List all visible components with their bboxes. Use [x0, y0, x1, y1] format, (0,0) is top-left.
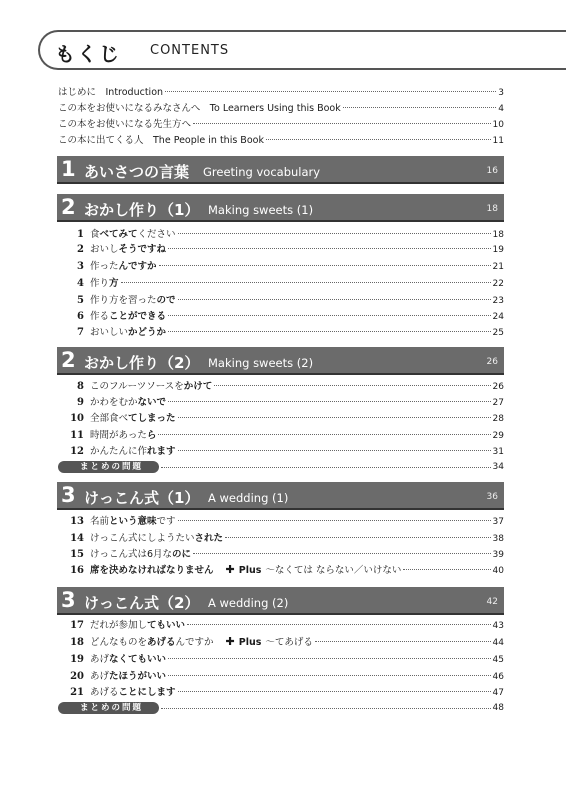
lesson-title: 作ることができる	[90, 311, 167, 322]
lesson-entry[interactable]	[70, 530, 504, 544]
lesson-page: 46	[492, 672, 504, 682]
dot-leader	[193, 123, 491, 124]
lesson-page: 26	[492, 382, 504, 392]
dot-leader	[168, 401, 491, 402]
section-title-en: Making sweets (1)	[208, 203, 314, 217]
dot-leader	[168, 331, 491, 332]
lesson-number: 17	[70, 620, 84, 631]
section-title-en: Greeting vocabulary	[203, 165, 321, 179]
toc-entry[interactable]	[58, 134, 504, 148]
lesson-entry[interactable]	[70, 651, 504, 665]
section-title-en: A wedding (1)	[208, 491, 289, 505]
section-page: 18	[486, 204, 498, 214]
dot-leader	[168, 675, 491, 676]
lesson-number: 2	[77, 244, 84, 255]
contents-header	[38, 30, 566, 70]
lesson-title: 作り方	[90, 278, 119, 289]
section-number: 3	[61, 483, 76, 507]
lesson-entry[interactable]	[70, 394, 504, 408]
lesson-title: おいしそうですね	[90, 244, 167, 255]
lesson-title: 食べてみてください	[90, 229, 176, 240]
section-header[interactable]	[57, 194, 504, 222]
lesson-number: 11	[70, 430, 84, 441]
section-number: 2	[61, 195, 76, 219]
lesson-page: 27	[492, 398, 504, 408]
lesson-page: 44	[492, 638, 504, 648]
lesson-entry[interactable]	[70, 241, 504, 255]
dot-leader	[168, 658, 491, 659]
lesson-page: 40	[492, 566, 504, 576]
lesson-page: 47	[492, 688, 504, 698]
lesson-number: 8	[77, 381, 84, 392]
dot-leader	[193, 553, 490, 554]
lesson-number: 5	[77, 295, 84, 306]
toc-entry-label: はじめに Introduction	[58, 87, 164, 98]
dot-leader	[178, 691, 491, 692]
lesson-page: 37	[492, 517, 504, 527]
lesson-page: 29	[492, 431, 504, 441]
lesson-title: あげたほうがいい	[90, 671, 167, 682]
lesson-title: 作ったんですか	[90, 261, 157, 272]
dot-leader	[178, 233, 491, 234]
lesson-number: 6	[77, 311, 84, 322]
lesson-number: 9	[77, 397, 84, 408]
plus-note: ✚ Plus ～てあげる	[225, 635, 313, 648]
dot-leader	[161, 467, 491, 468]
dot-leader	[315, 641, 491, 642]
plus-note: ✚ Plus ～なくては ならない／いけない	[225, 563, 402, 576]
lesson-number: 20	[70, 671, 84, 682]
lesson-number: 21	[70, 687, 84, 698]
lesson-entry[interactable]	[70, 546, 504, 560]
lesson-title: 作り方を習ったので	[90, 295, 176, 306]
lesson-title: 時間があったら	[90, 430, 157, 441]
lesson-number: 16	[70, 565, 84, 576]
toc-entry-page: 10	[492, 120, 504, 130]
section-title-jp: あいさつの言葉	[84, 163, 190, 181]
section-title-jp: けっこん式（1）	[84, 489, 200, 507]
dot-leader	[121, 282, 491, 283]
section-page: 16	[486, 166, 498, 176]
lesson-entry[interactable]	[70, 684, 504, 698]
dot-leader	[178, 450, 491, 451]
lesson-entry[interactable]	[70, 275, 504, 289]
toc-entry-label: この本に出てくる人 The People in this Book	[58, 135, 264, 146]
toc-entry[interactable]	[58, 118, 504, 132]
dot-leader	[214, 385, 490, 386]
lesson-number: 14	[70, 533, 84, 544]
lesson-entry[interactable]	[70, 226, 504, 240]
lesson-title: おいしいかどうか	[90, 327, 167, 338]
lesson-title: 全部食べてしまった	[90, 413, 176, 424]
dot-leader	[178, 520, 491, 521]
lesson-title: 名前という意味です	[90, 516, 176, 527]
lesson-page: 38	[492, 534, 504, 544]
lesson-entry[interactable]	[70, 562, 504, 576]
lesson-page: 31	[492, 447, 504, 457]
lesson-title: けっこん式にしようたいされた	[90, 533, 224, 544]
summary-entry[interactable]	[58, 702, 504, 714]
lesson-number: 12	[70, 446, 84, 457]
lesson-page: 25	[492, 328, 504, 338]
lesson-entry[interactable]	[70, 668, 504, 682]
section-header[interactable]	[57, 587, 504, 615]
plus-icon: ✚	[225, 563, 235, 576]
lesson-page: 24	[492, 312, 504, 322]
lesson-entry[interactable]	[70, 292, 504, 306]
lesson-number: 13	[70, 516, 84, 527]
lesson-title: あげなくてもいい	[90, 654, 167, 665]
contents-title-en: CONTENTS	[150, 43, 230, 58]
lesson-entry[interactable]	[70, 443, 504, 457]
lesson-number: 10	[70, 413, 84, 424]
lesson-page: 28	[492, 414, 504, 424]
section-page: 42	[486, 597, 498, 607]
lesson-entry[interactable]	[70, 324, 504, 338]
lesson-entry[interactable]	[70, 258, 504, 272]
toc-entry[interactable]	[58, 102, 504, 116]
lesson-page: 21	[492, 262, 504, 272]
section-title-en: Making sweets (2)	[208, 356, 314, 370]
summary-label: まとめの問題	[58, 702, 159, 714]
lesson-number: 19	[70, 654, 84, 665]
lesson-entry[interactable]	[70, 634, 504, 648]
dot-leader	[165, 91, 496, 92]
lesson-number: 3	[77, 261, 84, 272]
lesson-page: 39	[492, 550, 504, 560]
toc-entry-label: この本をお使いになるみなさんへ To Learners Using this Book	[58, 103, 341, 114]
lesson-page: 45	[492, 655, 504, 665]
section-page: 36	[486, 492, 498, 502]
section-title-jp: けっこん式（2）	[84, 594, 200, 612]
section-page: 26	[486, 357, 498, 367]
section-number: 1	[61, 157, 76, 181]
lesson-title: かんたんに作れます	[90, 446, 176, 457]
section-header[interactable]	[57, 156, 504, 184]
dot-leader	[158, 434, 490, 435]
section-title-jp: おかし作り（1）	[84, 201, 200, 219]
lesson-title: どんなものをあげるんですか	[90, 637, 214, 648]
lesson-entry[interactable]	[70, 617, 504, 631]
dot-leader	[225, 537, 491, 538]
lesson-page: 22	[492, 279, 504, 289]
dot-leader	[343, 107, 497, 108]
lesson-page: 43	[492, 621, 504, 631]
lesson-page: 19	[492, 245, 504, 255]
summary-label: まとめの問題	[58, 461, 159, 473]
lesson-title: かわをむかないで	[90, 397, 167, 408]
lesson-entry[interactable]	[70, 308, 504, 322]
section-header[interactable]	[57, 347, 504, 375]
summary-entry[interactable]	[58, 461, 504, 473]
lesson-title: だれが参加してもいい	[90, 620, 186, 631]
toc-entry-label: この本をお使いになる先生方へ	[58, 119, 192, 130]
section-header[interactable]	[57, 482, 504, 510]
lesson-number: 1	[77, 229, 84, 240]
summary-page: 34	[492, 462, 504, 472]
dot-leader	[266, 139, 491, 140]
lesson-title: 席を決めなければなりません	[90, 565, 214, 576]
section-number: 3	[61, 588, 76, 612]
lesson-number: 4	[77, 278, 84, 289]
lesson-number: 7	[77, 327, 84, 338]
section-number: 2	[61, 348, 76, 372]
toc-entry-page: 3	[498, 88, 504, 98]
lesson-title: けっこん式は6月なのに	[90, 549, 192, 560]
lesson-title: このフルーツソースをかけて	[90, 381, 213, 392]
toc-entry-page: 11	[492, 136, 504, 146]
lesson-page: 23	[492, 296, 504, 306]
lesson-title: あげることにします	[90, 687, 176, 698]
dot-leader	[178, 299, 491, 300]
lesson-page: 18	[492, 230, 504, 240]
summary-page: 48	[492, 703, 504, 713]
dot-leader	[159, 265, 491, 266]
toc-entry[interactable]	[58, 86, 504, 100]
lesson-entry[interactable]	[70, 410, 504, 424]
lesson-number: 15	[70, 549, 84, 560]
lesson-entry[interactable]	[70, 513, 504, 527]
dot-leader	[168, 248, 491, 249]
lesson-number: 18	[70, 637, 84, 648]
dot-leader	[161, 708, 491, 709]
dot-leader	[178, 417, 491, 418]
dot-leader	[168, 315, 491, 316]
dot-leader	[403, 569, 490, 570]
plus-icon: ✚	[225, 635, 235, 648]
toc-entry-page: 4	[498, 104, 504, 114]
section-title-jp: おかし作り（2）	[84, 354, 200, 372]
lesson-entry[interactable]	[70, 427, 504, 441]
contents-title-jp: もくじ	[55, 42, 121, 66]
section-title-en: A wedding (2)	[208, 596, 289, 610]
lesson-entry[interactable]	[70, 378, 504, 392]
dot-leader	[187, 624, 491, 625]
